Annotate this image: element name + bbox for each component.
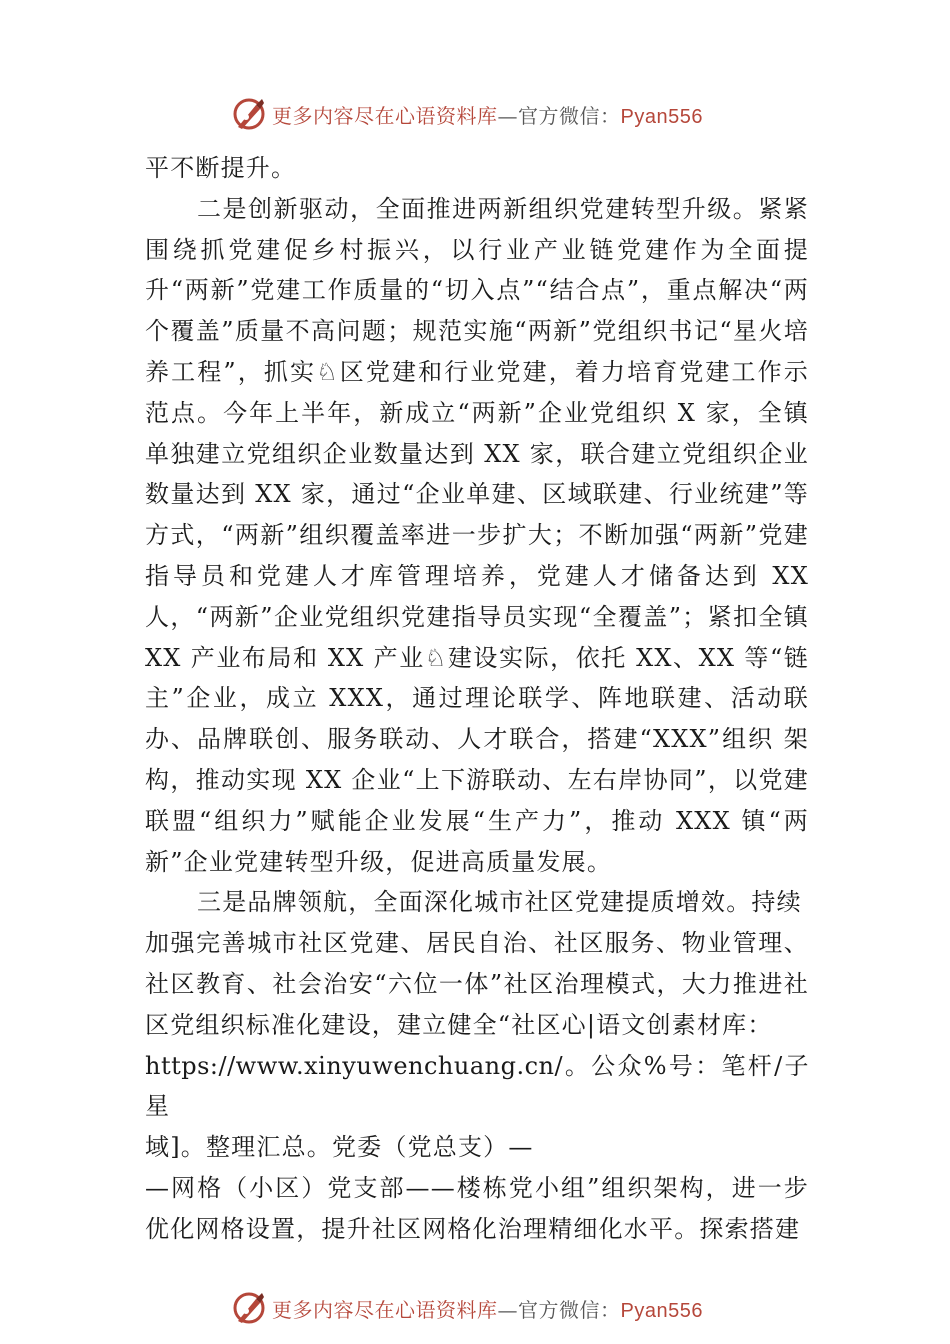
- paragraph-1: 平不断提升。: [145, 154, 297, 182]
- header-watermark-banner: [232, 96, 752, 132]
- footer-banner-main: 更多内容尽在心语资料库: [272, 1297, 498, 1322]
- pen-logo-icon: [232, 97, 266, 131]
- paragraph-7: —网格（小区）党支部——楼栋党小组”组织架构，进一步优化网格设置，提升社区网格化治理精细化水平。探索搭建: [145, 1173, 809, 1243]
- paragraph-2: 二是创新驱动，全面推进两新组织党建转型升级。紧紧围绕抓党建促乡村振兴，以行业产业链党建作为全面提升“两新”党建工作质量的“切入点”“结合点”，重点解决“两个覆盖”质量不高问题；规范实施“两新”党组织书记“星火培养工程”，抓实♘区党建和行业党建，着力培育党建工作示范点。今年上半年，新成立“两新”企业党组织 X 家，全镇单独建立党组织企业数量达到 XX 家，联合建立党组织企业数量达到 XX 家，通过“企业单建、区域联建、行业统建”等方式，“两新”组织覆盖率进一步扩大；不断加强“两新”党建指导员和党建人才库管理培养，党建人才储备达到 XX 人，“两新”企业党组织党建指导员实现“全覆盖”；紧扣全镇 XX 产业布局和 XX 产业♘建设实际，依托 XX、XX 等“链主”企业，成立 XXX，通过理论联学、阵地联建、活动联办、品牌联创、服务联动、人才联合，搭建“XXX”组织 架构，推动实现 XX 企业“上下游联动、左右岸协同”，以党建联盟“组织力”赋能企业发展“生产力”，推动 XXX 镇“两新”企业党建转型升级，促进高质量发展。: [145, 194, 809, 876]
- pen-logo-icon: [232, 1291, 266, 1325]
- document-body: [145, 148, 809, 1250]
- header-banner-sep: —: [497, 103, 518, 128]
- paragraph-6: 域]。整理汇总。党委（党总支）—: [145, 1133, 534, 1162]
- footer-banner-text: [272, 1294, 703, 1323]
- paragraph-5-url: https://www.xinyuwenchuang.cn/。公众%号：笔杆/子星: [145, 1051, 809, 1121]
- footer-watermark-banner: [232, 1290, 752, 1326]
- paragraph-3: 三是品牌领航，全面深化城市社区党建提质增效。持续: [197, 888, 802, 917]
- footer-banner-wechat: Pyan556: [620, 1299, 703, 1322]
- footer-banner-sep: —: [497, 1297, 518, 1322]
- paragraph-4: 加强完善城市社区党建、居民自治、社区服务、物业管理、社区教育、社会治安“六位一体”社区治理模式，大力推进社区党组织标准化建设，建立健全“社区心|语文创素材库：: [145, 929, 809, 1039]
- header-banner-text: [272, 100, 703, 129]
- footer-banner-sub: 官方微信：: [518, 1297, 621, 1322]
- header-banner-wechat: Pyan556: [620, 105, 703, 128]
- header-banner-main: 更多内容尽在心语资料库: [272, 103, 498, 128]
- header-banner-sub: 官方微信：: [518, 103, 621, 128]
